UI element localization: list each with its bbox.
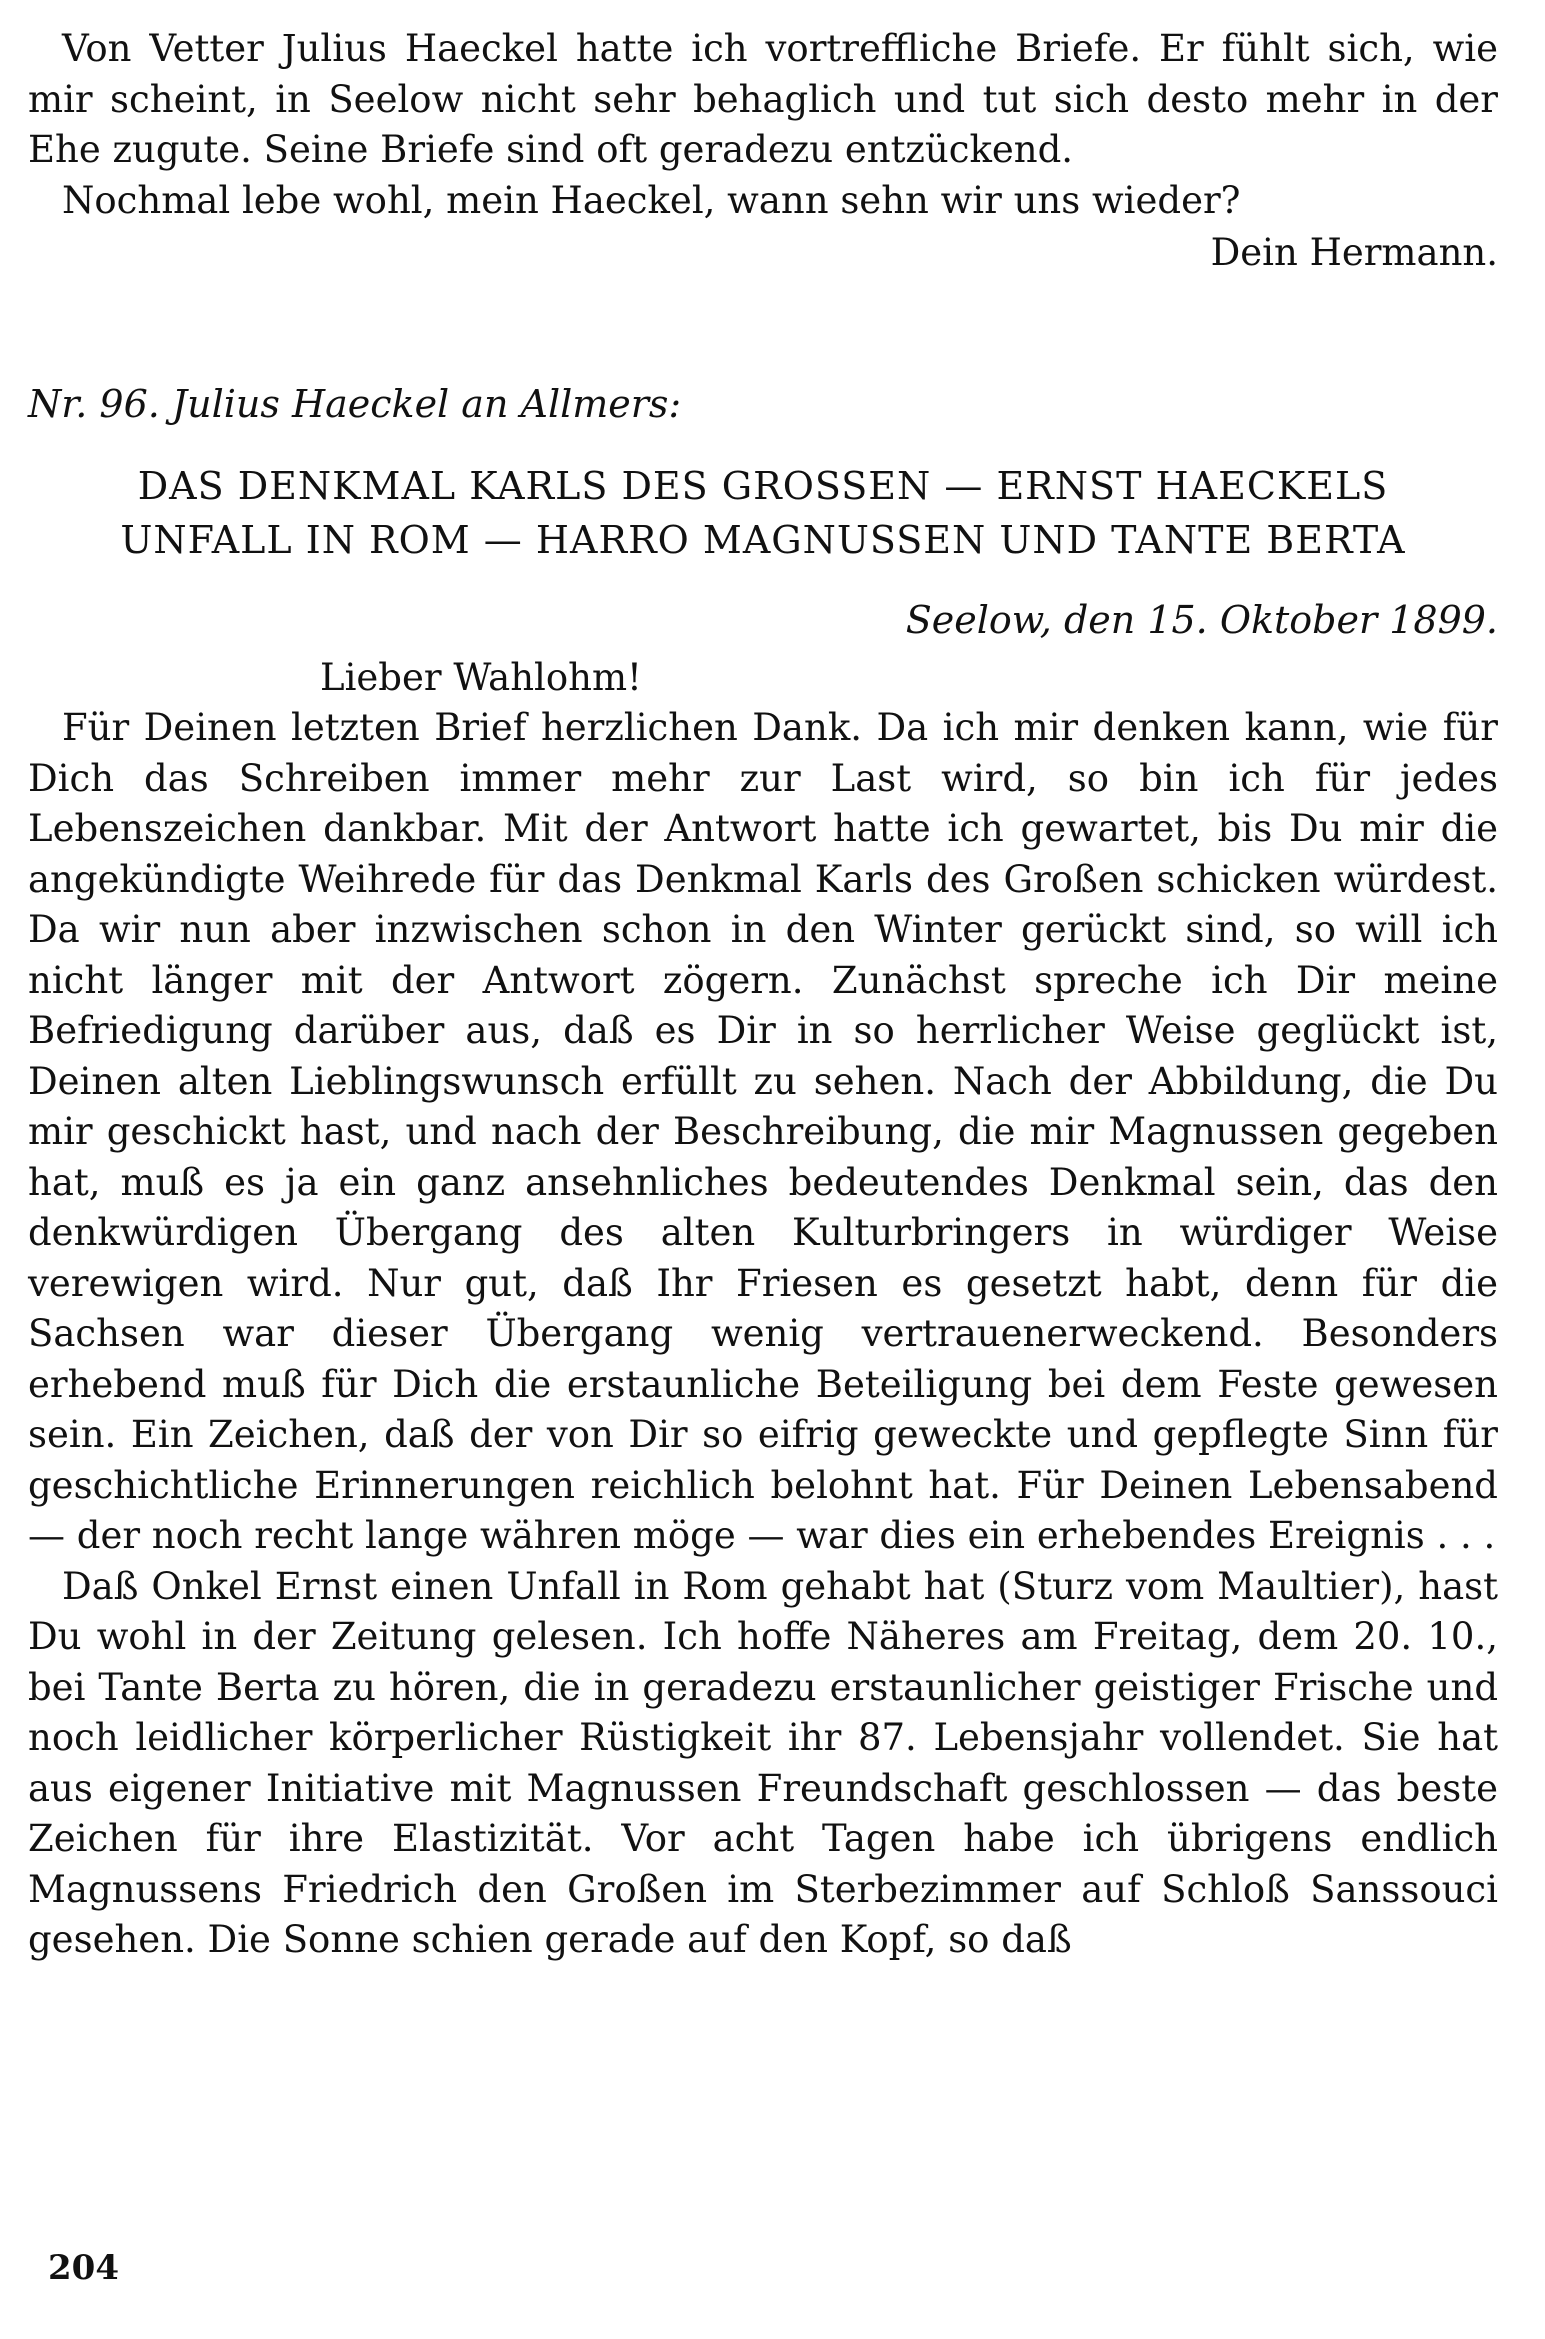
- signature: Dein Hermann.: [1210, 231, 1498, 274]
- letter-title-line-1: DAS DENKMAL KARLS DES GROSSEN — ERNST HAECKELS: [137, 463, 1389, 508]
- letter-paragraph-2: Daß Onkel Ernst einen Unfall in Rom gehabt hat (Sturz vom Maultier), hast Du wohl in der Zeitung gelesen. Ich hoffe Näheres am Freitag, dem 20. 10., bei Tante Berta zu hören, die in geradezu erstaunlicher geistiger Frische und noch leidlicher körperlicher Rüstigkeit ihr 87. Lebensjahr vollendet. Sie hat aus eigener Initiative mit Magnussen Freundschaft geschlossen — das beste Zeichen für ihre Elastizität. Vor acht Tagen habe ich übrigens endlich Magnussens Friedrich den Großen im Sterbezimmer auf Schloß Sanssouci gesehen. Die Sonne schien gerade auf den Kopf, so daß: [28, 1564, 1498, 1961]
- place-date: Seelow, den 15. Oktober 1899.: [905, 597, 1498, 642]
- salutation: Lieber Wahlohm!: [320, 655, 642, 699]
- letter-heading: Nr. 96. Julius Haeckel an Allmers:: [28, 381, 682, 426]
- previous-letter-closing: Nochmal lebe wohl, mein Haeckel, wann sehn wir uns wieder?: [62, 178, 1241, 222]
- letter-title: [28, 459, 1498, 567]
- letter-title-line-2: UNFALL IN ROM — HARRO MAGNUSSEN UND TANTE BERTA: [120, 517, 1406, 562]
- letter-paragraph-1: Für Deinen letzten Brief herzlichen Dank. Da ich mir denken kann, wie für Dich das Schreiben immer mehr zur Last wird, so bin ich für jedes Lebenszeichen dankbar. Mit der Antwort hatte ich gewartet, bis Du mir die angekündigte Weihrede für das Denkmal Karls des Großen schicken würdest. Da wir nun aber inzwischen schon in den Winter gerückt sind, so will ich nicht länger mit der Antwort zögern. Zunächst spreche ich Dir meine Befriedigung darüber aus, daß es Dir in so herrlicher Weise geglückt ist, Deinen alten Lieblingswunsch erfüllt zu sehen. Nach der Abbildung, die Du mir geschickt hast, und nach der Beschreibung, die mir Magnussen gegeben hat, muß es ja ein ganz ansehnliches bedeutendes Denkmal sein, das den denkwürdigen Übergang des alten Kulturbringers in würdiger Weise verewigen wird. Nur gut, daß Ihr Friesen es gesetzt habt, denn für die Sachsen war dieser Übergang wenig vertrauenerweckend. Besonders erhebend muß für Dich die erstaunliche Beteiligung bei dem Feste gewesen sein. Ein Zeichen, daß der von Dir so eifrig geweckte und gepflegte Sinn für geschichtliche Erinnerungen reichlich belohnt hat. Für Deinen Lebensabend — der noch recht lange währen möge — war dies ein erhebendes Ereignis . . .: [28, 706, 1498, 1557]
- page-number: 204: [48, 2248, 119, 2288]
- book-page: [28, 24, 1498, 1966]
- previous-letter-paragraph: Von Vetter Julius Haeckel hatte ich vortreffliche Briefe. Er fühlt sich, wie mir scheint, in Seelow nicht sehr behaglich und tut sich desto mehr in der Ehe zugute. Seine Briefe sind oft geradezu entzückend.: [28, 27, 1498, 171]
